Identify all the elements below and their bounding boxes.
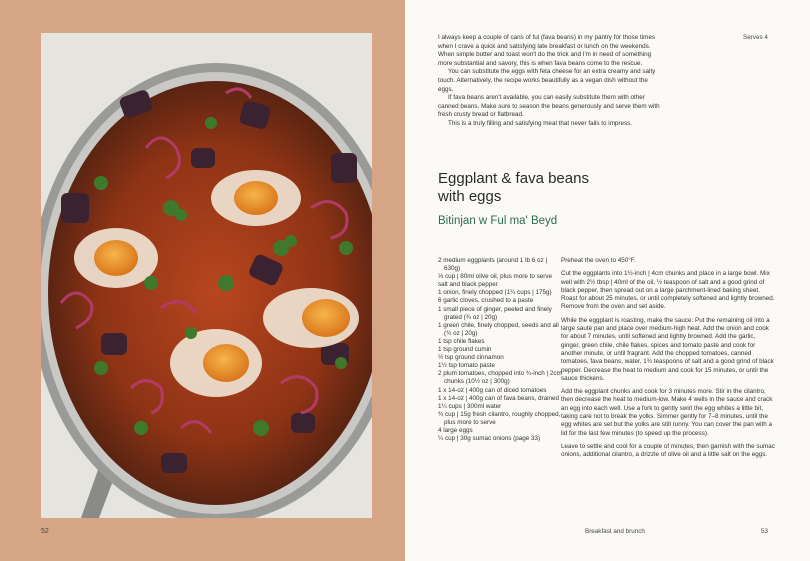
ingredient-item: ¼ cup | 30g sumac onions (page 33) [438,435,541,443]
ingredient-item: ⅓ cup | 80ml olive oil, plus more to serve [438,273,552,281]
footer-section-title: Breakfast and brunch [585,528,645,535]
method-step: While the eggplant is roasting, make the sauce: Put the remaining oil into a large sauté pan and place over medium-high heat. Add the onion and cook for about 7 minutes, until softened and lightly browned. Add the garlic, ginger, green chile, chile flakes, spices and tomato paste and cook for another minute, or until fragrant. Add the chopped tomatoes, canned tomatoes, fava beans, water, 1¾ teaspoons of salt and a good grind of black pepper. Decrease the heat to medium and cook for 15 minutes, or until the sauce thickens. [561,316,774,382]
intro-text [438,34,663,129]
method-step: Preheat the oven to 450°F. [561,257,636,264]
dish-illustration [41,33,372,518]
method-step: Cut the eggplants into 1½-inch | 4cm chunks and place in a large bowl. Mix well with 2½ tbsp | 40ml of the oil, ½ teaspoon of salt and a good grind of black pepper, then spread out on a large parchment-lined baking sheet. Roast for about 25 minutes, or until completely softened and lightly browned. Remove from the oven and set aside. [561,270,775,311]
right-page [405,0,810,561]
ingredient-item: ¾ cup | 15g fresh cilantro, roughly chopped, plus more to serve [438,410,561,426]
intro-paragraph: I always keep a couple of cans of ful (fava beans) in my pantry for those times when I crave a quick and satisfying late breakfast or lunch on the weekends. When simple butter and toast won't do the trick and I'm in need of something more substantial and savory, this is when fava beans come to the rescue. [438,34,655,67]
ingredient-item: ½ tsp ground cinnamon [438,354,504,362]
ingredient-item: 6 garlic cloves, crushed to a paste [438,297,534,305]
method-step: Add the eggplant chunks and cook for 3 minutes more. Stir in the cilantro, then decrease the heat to medium-low. Make 4 wells in the sauce and crack an egg into each well. Use a fork to gently swirl the egg whites a little bit, taking care not to break the yolks. Simmer gently for 7–8 minutes, until the egg whites are set but the yolks are still runny. You can cover the pan with a lid for the last few minutes (to speed up the process). [561,388,773,437]
ingredient-item: 2 medium eggplants (around 1 lb 6 oz | 630g) [438,257,548,273]
ingredient-item: 1 tsp ground cumin [438,346,492,354]
method-step: Leave to settle and cool for a couple of minutes, then garnish with the sumac onions, additional cilantro, a drizzle of olive oil and a little salt on the eggs. [561,442,775,459]
ingredient-item: 1¼ cups | 300ml water [438,402,502,410]
ingredient-item: 1 green chile, finely chopped, seeds and all (¾ oz | 20g) [438,321,559,337]
serves-label: Serves 4 [743,34,768,41]
ingredient-item: 1½ tsp tomato paste [438,362,496,370]
ingredient-item: 1 x 14-oz | 400g can of diced tomatoes [438,386,547,394]
ingredient-item: 2 plum tomatoes, chopped into ¾-inch | 2cm chunks (10½ oz | 300g) [438,370,562,386]
page-number-right: 53 [761,528,769,535]
ingredient-item: 1 small piece of ginger, peeled and finely grated (¾ oz | 20g) [438,305,552,321]
ingredient-item: 1 onion, finely chopped (1¼ cups | 175g) [438,289,552,297]
ingredient-list [438,257,563,443]
intro-paragraph: You can substitute the eggs with feta cheese for an extra creamy and salty touch. Alternatively, the recipe works beautifully as a vegan dish without the eggs. [438,68,656,93]
method-steps [561,257,775,465]
dish-photo [41,33,372,518]
ingredient-item: 1 x 14-oz | 400g can of fava beans, drained [438,394,560,402]
ingredient-item: 1 tsp chile flakes [438,337,485,345]
intro-paragraph: If fava beans aren't available, you can easily substitute them with other canned beans. Make sure to season the beans generously and serve them with fresh crusty bread or flatbread. [438,94,660,119]
intro-paragraph: This is a truly filling and satisfying meal that never fails to impress. [448,119,633,127]
page-number-left: 52 [41,528,49,535]
recipe-subtitle: Bitinjan w Ful ma' Beyd [438,215,558,227]
ingredient-item: 4 large eggs [438,426,473,434]
ingredient-item: salt and black pepper [438,281,498,289]
recipe-title: Eggplant & fava beans with eggs [438,170,589,205]
